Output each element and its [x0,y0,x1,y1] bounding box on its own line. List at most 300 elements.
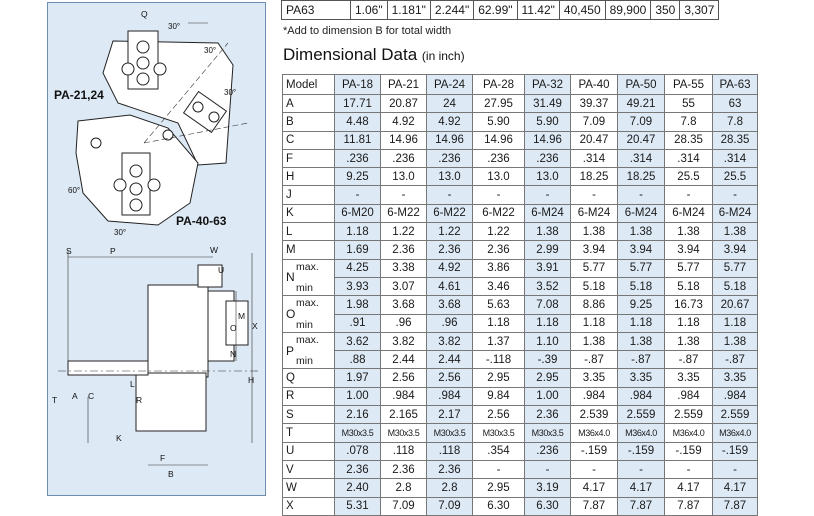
dim-label-n: N [230,349,237,359]
table-cell: .314 [713,149,758,167]
dim-label-t: T [52,395,58,405]
table-cell: 1.00 [525,387,571,405]
row-label: R [283,387,335,405]
table-cell: .314 [665,149,713,167]
table-cell: M30x3.5 [335,424,381,442]
table-cell: - [713,186,758,204]
row-sublabel-max: max. [296,260,319,273]
table-row [283,460,758,478]
row-group-letter: O [286,307,296,322]
table-cell: 5.90 [525,113,571,131]
table-cell: 5.77 [713,259,758,277]
table-cell: 7.09 [427,497,473,515]
table-cell: 6-M24 [665,204,713,222]
dim-label-l: L [130,379,135,389]
row-label: C [283,131,335,149]
table-cell: 3.94 [665,241,713,259]
table-cell: .984 [665,387,713,405]
table-cell: 3.46 [473,277,525,295]
table-cell: 6-M20 [335,204,381,222]
table-cell: M30x3.5 [381,424,427,442]
table-cell: 18.25 [618,168,665,186]
table-cell: 3.94 [618,241,665,259]
table-cell: 1.00 [335,387,381,405]
table-cell: 5.18 [571,277,618,295]
angle-label: 60° [68,186,81,195]
table-cell: 1.38 [618,332,665,350]
table-cell: 1.38 [713,332,758,350]
table-cell: 18.25 [571,168,618,186]
top-row-cell: 1.06" [351,1,388,20]
table-cell: 14.96 [381,131,427,149]
table-cell: - [665,460,713,478]
table-row [283,406,758,424]
table-cell: 6-M24 [618,204,665,222]
table-cell: 4.17 [571,479,618,497]
table-cell: -.39 [525,351,571,369]
table-cell: 3.35 [618,369,665,387]
table-cell: 3.68 [381,296,427,314]
table-cell: 3.62 [335,332,381,350]
top-row-cell: 2.244" [430,1,473,20]
table-cell: M36x4.0 [571,424,618,442]
table-cell: .118 [381,442,427,460]
table-cell: M36x4.0 [713,424,758,442]
table-cell: .118 [427,442,473,460]
table-cell: 3.35 [571,369,618,387]
table-cell: 5.77 [571,259,618,277]
table-cell: -.87 [571,351,618,369]
top-row-cell: 62.99" [474,1,517,20]
table-cell: 7.87 [713,497,758,515]
dim-label-u: U [218,265,225,275]
table-cell: 9.25 [335,168,381,186]
table-cell: -.159 [618,442,665,460]
table-cell: .984 [571,387,618,405]
table-cell: 3.35 [665,369,713,387]
top-row-cell: 40,450 [559,1,605,20]
table-cell: 2.99 [525,241,571,259]
table-cell: .88 [335,351,381,369]
table-cell: .236 [381,149,427,167]
table-row [283,223,758,241]
table-cell: 3.86 [473,259,525,277]
table-cell: 1.37 [473,332,525,350]
header-pa-24: PA-24 [427,75,473,95]
table-cell: 1.38 [665,332,713,350]
table-row [283,113,758,131]
table-cell: 1.18 [525,314,571,332]
row-group-letter: P [286,343,295,358]
table-cell: 2.36 [335,460,381,478]
table-cell: .314 [618,149,665,167]
dim-label-s: S [66,246,72,256]
table-cell: 4.17 [713,479,758,497]
header-pa-32: PA-32 [525,75,571,95]
table-cell: 25.5 [665,168,713,186]
table-cell: 1.69 [335,241,381,259]
table-cell: 13.0 [525,168,571,186]
row-label: M [283,241,335,259]
table-cell: 4.48 [335,113,381,131]
table-row [283,442,758,460]
top-row-cell: 350 [651,1,680,20]
table-cell: 6-M22 [381,204,427,222]
heading-title: Dimensional Data [283,45,418,64]
table-cell: 2.559 [618,406,665,424]
row-label [283,259,335,296]
row-sublabel-min: min [296,318,313,331]
table-cell: 2.44 [381,351,427,369]
table-row [283,186,758,204]
row-label: H [283,168,335,186]
section-heading [283,45,465,65]
table-cell: -.87 [713,351,758,369]
row-label: F [283,149,335,167]
table-cell: - [473,186,525,204]
table-cell: 7.87 [571,497,618,515]
dim-label-c: C [88,391,95,401]
dim-label-f: F [160,453,166,463]
header-pa-55: PA-55 [665,75,713,95]
label-pa-40-63: PA-40-63 [176,214,227,228]
table-cell: 1.98 [335,296,381,314]
table-cell: 1.18 [665,314,713,332]
table-cell: 2.559 [665,406,713,424]
table-cell: 2.36 [427,241,473,259]
table-cell: 3.52 [525,277,571,295]
table-cell: -.87 [665,351,713,369]
table-cell: .078 [335,442,381,460]
dim-label-a: A [72,391,78,401]
table-cell: 13.0 [473,168,525,186]
table-row [283,241,758,259]
table-cell: 1.18 [335,223,381,241]
angle-label: 30° [114,228,127,237]
table-cell: 20.87 [381,95,427,113]
table-cell: 1.38 [618,223,665,241]
table-cell: 14.96 [427,131,473,149]
row-label: Q [283,369,335,387]
technical-drawing-panel [47,2,266,496]
table-cell: 39.37 [571,95,618,113]
table-cell: 25.5 [713,168,758,186]
table-cell: -.159 [571,442,618,460]
table-cell: .984 [713,387,758,405]
dim-label-m: M [238,311,246,321]
table-cell: 5.18 [713,277,758,295]
table-cell: - [525,186,571,204]
dim-label-h: H [248,375,255,385]
table-cell: .236 [525,442,571,460]
table-row [283,259,758,277]
table-cell: 5.18 [618,277,665,295]
table-cell: .236 [427,149,473,167]
top-row-cell: 1.181" [387,1,430,20]
table-cell: 2.95 [525,369,571,387]
table-cell: 9.84 [473,387,525,405]
chuck-drawing [48,3,267,497]
table-cell: .314 [571,149,618,167]
table-row [283,351,758,369]
table-row [283,369,758,387]
table-cell: 24 [427,95,473,113]
table-row [283,497,758,515]
table-cell: 1.38 [665,223,713,241]
table-cell: 2.16 [335,406,381,424]
table-row [283,204,758,222]
row-label: B [283,113,335,131]
table-row [283,424,758,442]
row-label: A [283,95,335,113]
table-cell: 2.8 [381,479,427,497]
table-cell: 5.90 [473,113,525,131]
table-cell: 5.31 [335,497,381,515]
table-cell: -.87 [618,351,665,369]
table-cell: 4.17 [665,479,713,497]
table-cell: .96 [427,314,473,332]
table-cell: 3.19 [525,479,571,497]
table-cell: .984 [381,387,427,405]
table-cell: - [525,460,571,478]
row-label: X [283,497,335,515]
header-model: Model [283,75,335,95]
table-cell: 2.8 [427,479,473,497]
label-pa-21-24: PA-21,24 [54,88,104,102]
table-cell: 1.18 [713,314,758,332]
table-cell: 4.25 [335,259,381,277]
row-sublabel-max: max. [296,297,319,310]
table-cell: 1.38 [713,223,758,241]
table-cell: 8.86 [571,296,618,314]
table-cell: 6-M24 [713,204,758,222]
table-cell: - [618,460,665,478]
table-cell: 7.09 [618,113,665,131]
row-label: S [283,406,335,424]
table-cell: 9.25 [618,296,665,314]
row-sublabel-min: min [296,282,313,295]
table-cell: 1.38 [571,223,618,241]
table-cell: - [335,186,381,204]
table-cell: 5.18 [665,277,713,295]
table-cell: 2.559 [713,406,758,424]
table-cell: 2.56 [381,369,427,387]
table-row [283,168,758,186]
table-row [283,479,758,497]
table-cell: 2.17 [427,406,473,424]
table-cell: M36x4.0 [665,424,713,442]
table-cell: 5.77 [618,259,665,277]
table-cell: 6-M22 [473,204,525,222]
table-cell: 3.93 [335,277,381,295]
table-cell: - [473,460,525,478]
table-cell: -.159 [713,442,758,460]
table-cell: - [713,460,758,478]
table-cell: 3.35 [713,369,758,387]
table-cell: 7.8 [713,113,758,131]
table-cell: 2.36 [427,460,473,478]
table-cell: 17.71 [335,95,381,113]
chuck-body-section [148,285,208,377]
table-cell: 3.82 [381,332,427,350]
row-sublabel-min: min [296,355,313,368]
table-cell: 4.61 [427,277,473,295]
table-cell: 1.18 [571,314,618,332]
table-cell: 2.95 [473,479,525,497]
table-cell: 4.92 [381,113,427,131]
row-label: U [283,442,335,460]
table-cell: 3.94 [571,241,618,259]
table-cell: 6-M24 [571,204,618,222]
dim-label-r: R [136,395,143,405]
dimensional-data-table [282,74,758,516]
table-cell: 3.07 [381,277,427,295]
top-spec-row [281,0,719,20]
header-pa-21: PA-21 [381,75,427,95]
table-cell: 2.36 [473,241,525,259]
table-cell: M30x3.5 [427,424,473,442]
table-cell: -.159 [665,442,713,460]
table-cell: 16.73 [665,296,713,314]
dim-label-q: Q [141,9,148,19]
table-cell: .984 [427,387,473,405]
table-cell: 27.95 [473,95,525,113]
table-row [283,277,758,295]
table-cell: 2.56 [427,369,473,387]
table-cell: 2.36 [381,460,427,478]
table-cell: 2.539 [571,406,618,424]
table-cell: 2.44 [427,351,473,369]
dim-label-k: K [116,433,122,443]
table-cell: 6.30 [525,497,571,515]
table-cell: 1.97 [335,369,381,387]
table-cell: 5.77 [665,259,713,277]
dim-label-x: X [252,321,258,331]
table-cell: - [427,186,473,204]
table-cell: 3.68 [427,296,473,314]
table-cell: 1.38 [571,332,618,350]
table-cell: 14.96 [473,131,525,149]
dim-label-w: W [210,245,219,255]
header-pa-50: PA-50 [618,75,665,95]
table-cell: - [381,186,427,204]
footnote: *Add to dimension B for total width [283,25,452,37]
top-row-cell: 11.42" [517,1,559,20]
table-cell: 14.96 [525,131,571,149]
row-sublabel-max: max. [296,333,319,346]
table-cell: 7.09 [381,497,427,515]
table-cell: 63 [713,95,758,113]
row-label: L [283,223,335,241]
table-cell: M36x4.0 [618,424,665,442]
table-header-row [283,75,758,95]
table-cell: .236 [525,149,571,167]
table-cell: 4.92 [427,113,473,131]
table-cell: .96 [381,314,427,332]
table-row [283,296,758,314]
table-cell: 3.91 [525,259,571,277]
dim-label-p: P [110,246,116,256]
table-cell: 4.17 [618,479,665,497]
top-row-cell: 89,900 [605,1,651,20]
dim-label-o: O [230,323,237,333]
table-cell: 55 [665,95,713,113]
top-row-model: PA63 [282,1,351,20]
table-cell: 2.95 [473,369,525,387]
row-group-letter: N [286,270,295,285]
row-label: K [283,204,335,222]
table-cell: 1.18 [473,314,525,332]
table-row [283,314,758,332]
heading-unit: (in inch) [421,49,465,63]
row-label: J [283,186,335,204]
table-cell: 1.10 [525,332,571,350]
header-pa-63: PA-63 [713,75,758,95]
table-cell: 13.0 [381,168,427,186]
table-cell: - [618,186,665,204]
table-cell: -.118 [473,351,525,369]
table-row [283,332,758,350]
table-cell: 20.47 [618,131,665,149]
dim-label-b: B [168,469,174,479]
header-pa-40: PA-40 [571,75,618,95]
table-cell: 28.35 [665,131,713,149]
table-row [283,131,758,149]
table-cell: .984 [618,387,665,405]
table-cell: 1.22 [473,223,525,241]
table-cell: M30x3.5 [473,424,525,442]
angle-label: 30° [204,46,217,55]
table-cell: 2.36 [525,406,571,424]
table-cell: 3.94 [713,241,758,259]
table-cell: 49.21 [618,95,665,113]
table-cell: 7.87 [665,497,713,515]
table-cell: 11.81 [335,131,381,149]
table-row [283,387,758,405]
table-row [282,1,719,20]
table-cell: 28.35 [713,131,758,149]
header-pa-28: PA-28 [473,75,525,95]
table-cell: 20.67 [713,296,758,314]
angle-label: 30° [168,22,181,31]
table-cell: .236 [473,149,525,167]
table-row [283,149,758,167]
table-cell: 31.49 [525,95,571,113]
table-cell: 2.56 [473,406,525,424]
table-cell: 3.82 [427,332,473,350]
row-label: W [283,479,335,497]
table-cell: .354 [473,442,525,460]
table-cell: .91 [335,314,381,332]
table-cell: - [665,186,713,204]
table-cell: M30x3.5 [525,424,571,442]
table-cell: .236 [335,149,381,167]
table-cell: 2.36 [381,241,427,259]
angle-label: 30° [224,88,237,97]
table-row [283,95,758,113]
table-cell: 13.0 [427,168,473,186]
table-cell: 2.40 [335,479,381,497]
row-label: T [283,424,335,442]
table-cell: 3.38 [381,259,427,277]
table-cell: 5.63 [473,296,525,314]
table-cell: 1.38 [525,223,571,241]
table-cell: 6-M22 [427,204,473,222]
header-pa-18: PA-18 [335,75,381,95]
table-cell: 6.30 [473,497,525,515]
table-cell: 1.18 [618,314,665,332]
table-cell: - [571,186,618,204]
